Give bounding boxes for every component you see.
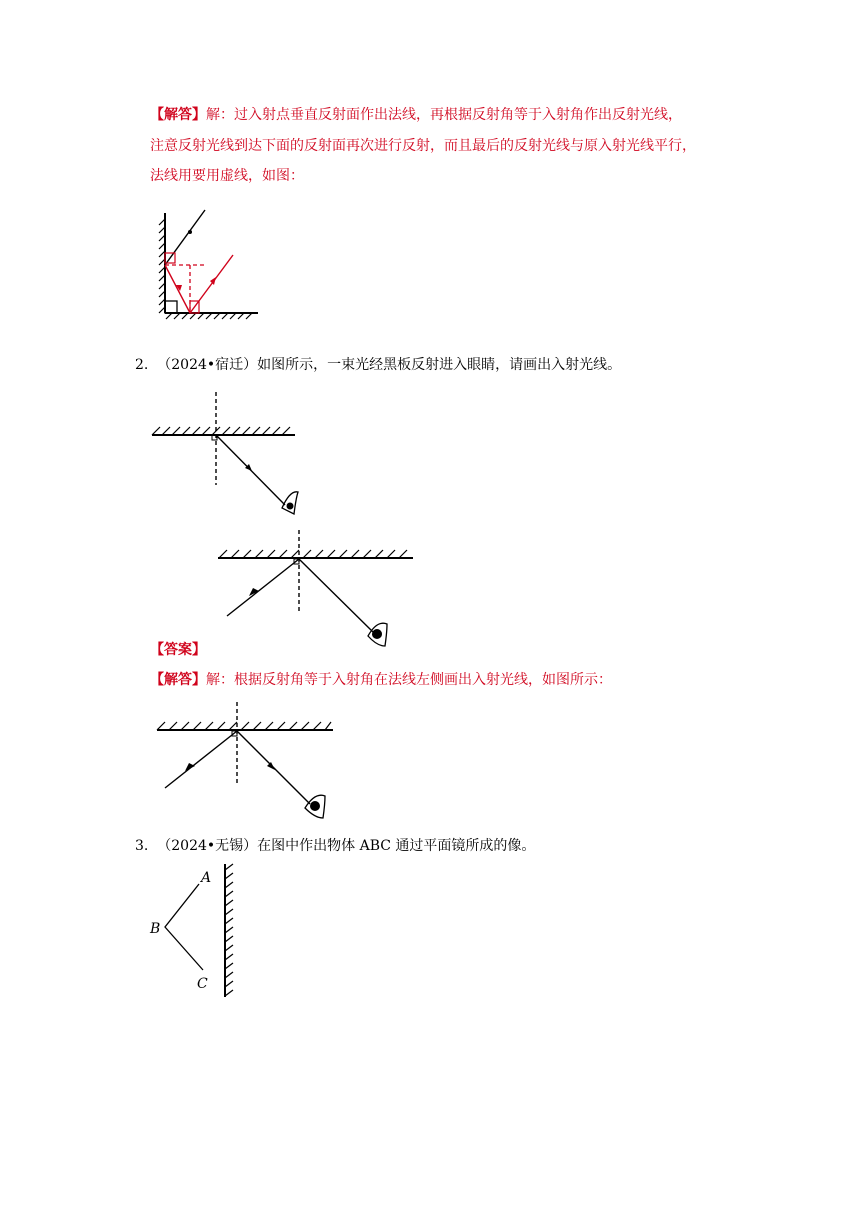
q2-question-figure — [150, 390, 310, 520]
q3-label-c: C — [197, 976, 208, 992]
eye-icon — [305, 795, 325, 818]
q3-object-abc — [165, 884, 203, 970]
q2-text: 如图所示，一束光经黑板反射进入眼睛，请画出入射光线。 — [257, 357, 622, 373]
q2-answer-tag: 【答案】 — [150, 642, 206, 658]
q3-label-b: B — [150, 921, 161, 937]
q1-vertical-mirror — [159, 213, 165, 313]
q3-plane-mirror — [225, 864, 233, 997]
q3-question — [135, 836, 535, 856]
q2-number: 2. — [135, 357, 149, 373]
q3-source: （2024•无锡） — [157, 838, 258, 854]
q3-number: 3. — [135, 838, 149, 854]
q1-answer-figure — [150, 205, 270, 325]
q3-label-a: A — [201, 870, 212, 886]
q2-source: （2024•宿迁） — [157, 357, 258, 373]
q1-solution-line-3: 法线用要用虚线，如图： — [150, 168, 304, 184]
q2-mirror-hatch — [152, 427, 290, 435]
eye-icon — [282, 492, 298, 514]
q3-text: 在图中作出物体 ABC 通过平面镜所成的像。 — [257, 838, 536, 854]
q2-answer-figure — [155, 700, 345, 825]
q1-solution-tag: 【解答】 — [150, 107, 206, 123]
eye-icon — [368, 623, 387, 646]
q1-horizontal-mirror — [165, 313, 258, 319]
q2-question-figure-2 — [215, 528, 415, 653]
q1-solution-line-2: 注意反射光线到达下面的反射面再次进行反射，而且最后的反射光线与原入射光线平行， — [150, 138, 696, 154]
q2b-reflected-ray — [299, 559, 373, 632]
q3-figure — [145, 862, 255, 1002]
q2-solution-tag: 【解答】 — [150, 672, 206, 688]
q2-answer-incident-ray — [165, 731, 237, 788]
q1-solution-line-1: 【解答】解：过入射点垂直反射面作出法线，再根据反射角等于入射角作出反射光线， — [150, 107, 682, 123]
q1-incident-ray — [165, 210, 205, 265]
q2-question — [135, 355, 621, 375]
q2b-incident-ray — [227, 559, 299, 616]
q2-solution-text: 解：根据反射角等于入射角在法线左侧画出入射光线，如图所示： — [206, 672, 612, 688]
q2-solution — [150, 670, 612, 690]
